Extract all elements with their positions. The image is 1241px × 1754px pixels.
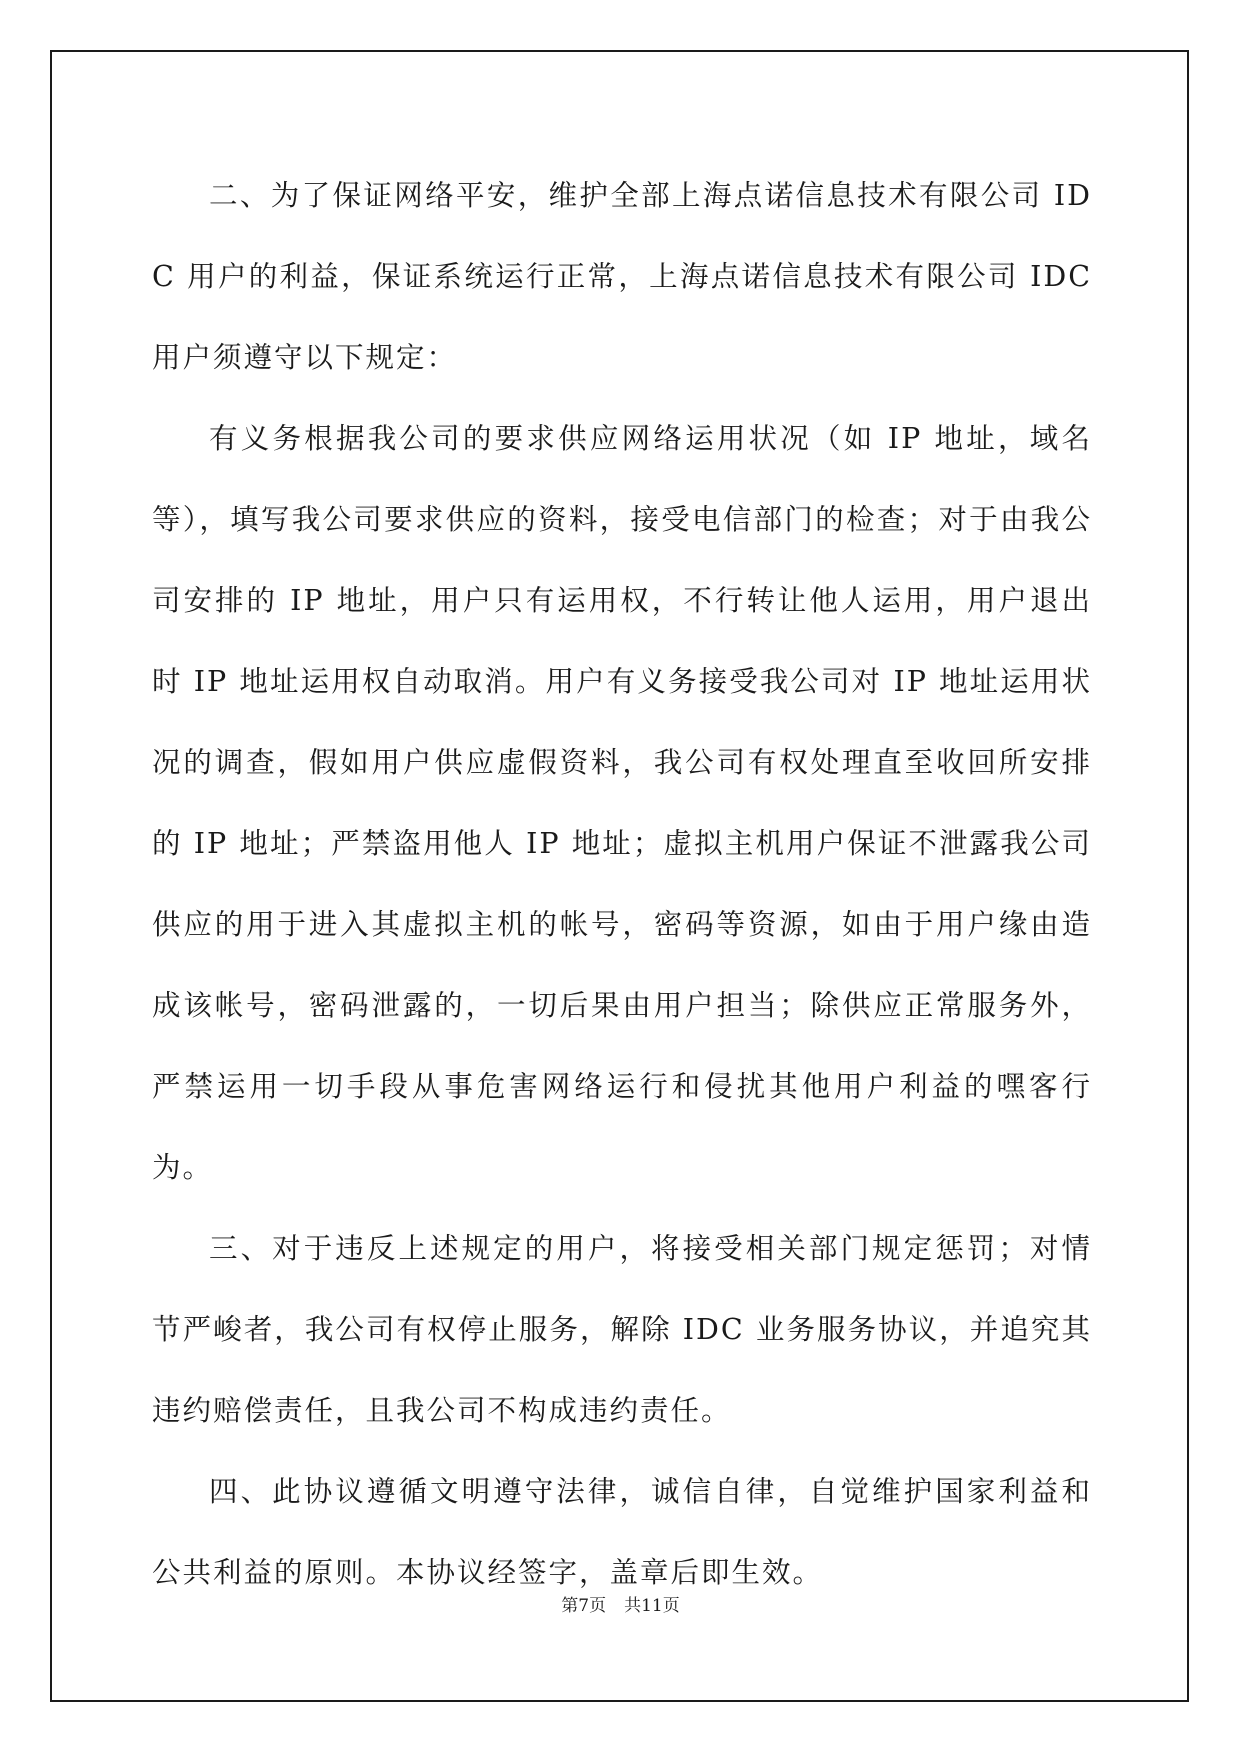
paragraph-obligations: 有义务根据我公司的要求供应网络运用状况（如 IP 地址，域名等），填写我公司要求供应的资料，接受电信部门的检查；对于由我公司安排的 IP 地址，用户只有运用权，不行转让他人运用，用户退出时 IP 地址运用权自动取消。用户有义务接受我公司对 IP 地址运用状况的调查，假如用户供应虚假资料，我公司有权处理直至收回所安排的 IP 地址；严禁盗用他人 IP 地址；虚拟主机用户保证不泄露我公司供应的用于进入其虚拟主机的帐号，密码等资源，如由于用户缘由造成该帐号，密码泄露的，一切后果由用户担当；除供应正常服务外，严禁运用一切手段从事危害网络运行和侵扰其他用户利益的嘿客行为。 [152,422,1092,1184]
page-number-current: 第7页 [561,1596,607,1616]
document-body [152,155,1092,1613]
paragraph-section-3: 三、对于违反上述规定的用户，将接受相关部门规定惩罚；对情节严峻者，我公司有权停止服务，解除 IDC 业务服务协议，并追究其违约赔偿责任，且我公司不构成违约责任。 [152,1232,1092,1427]
paragraph-section-4: 四、此协议遵循文明遵守法律，诚信自律，自觉维护国家利益和公共利益的原则。本协议经签字，盖章后即生效。 [152,1475,1092,1589]
paragraph-section-2: 二、为了保证网络平安，维护全部上海点诺信息技术有限公司 IDC 用户的利益，保证系统运行正常，上海点诺信息技术有限公司 IDC 用户须遵守以下规定： [152,179,1092,374]
page-number-total: 共11页 [624,1596,680,1616]
page-footer [0,1591,1241,1616]
